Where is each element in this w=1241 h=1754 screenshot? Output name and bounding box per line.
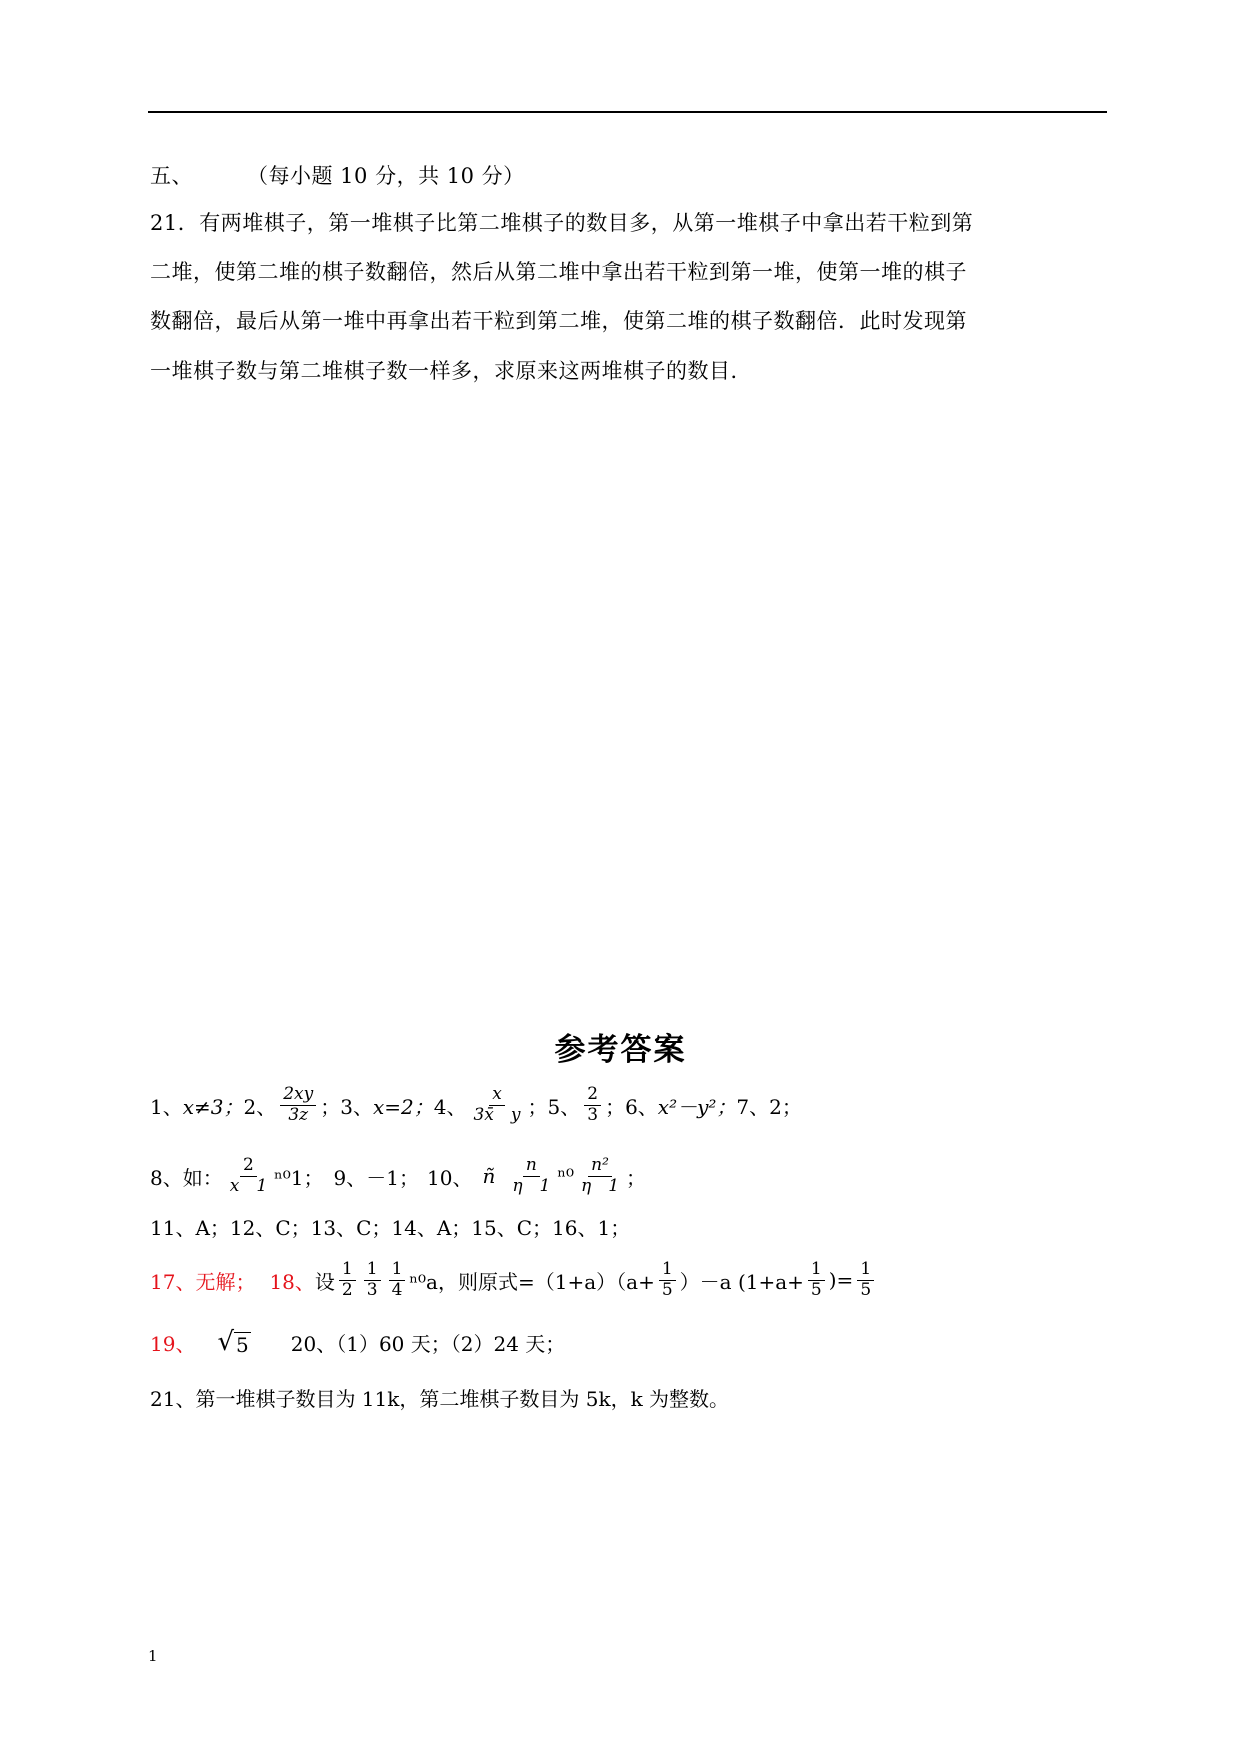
answer-3-expr: x=2；: [372, 1094, 434, 1119]
section-number: 五、: [150, 164, 193, 188]
answer-line-3: 11、A；12、C；13、C；14、A；15、C；16、1；: [150, 1216, 631, 1240]
answer-20: 20、（1）60 天；（2）24 天；: [290, 1332, 566, 1356]
header-rule: [148, 111, 1107, 113]
problem-21-line-3: 数翻倍，最后从第一堆中再拿出若干粒到第二堆，使第二堆的棋子数翻倍．此时发现第: [150, 309, 967, 333]
answer-1-expr: x≠3；: [182, 1094, 244, 1119]
problem-21-line-1: 21．有两堆棋子，第一堆棋子比第二堆棋子的数目多，从第一堆棋子中拿出若干粒到第: [150, 211, 974, 235]
answer-18-label: 18、: [269, 1269, 315, 1294]
answer-10-label: 10、: [427, 1165, 473, 1190]
answers-title: 参考答案: [554, 1032, 687, 1068]
answer-4-label: 4、: [433, 1094, 467, 1119]
answer-2-label: 2、: [243, 1094, 277, 1119]
answer-8-label: 8、如：: [150, 1165, 223, 1190]
answer-8-fraction: $\frac{2}{x 1}$: [229, 1155, 268, 1196]
answer-line-5: [150, 1328, 565, 1357]
section-note: （每小题 10 分，共 10 分）: [247, 164, 525, 188]
answer-5-fraction: $\frac{2}{3}$: [584, 1085, 601, 1125]
page-number: 1: [148, 1647, 158, 1665]
answer-line-4: 17、无解； 18、 设 $\frac{1}{2}$ $\frac{1}{3}$ $\frac{1}{4}$ ⁿ⁰a，则原式=（1+a）（a+ $\frac{1}{5}$ ）－a (1+a+ $\frac{1}{5}$ )= $\frac{1}{5}$: [150, 1260, 878, 1300]
section-heading: [150, 160, 525, 190]
answer-line-2: 8、如： $\frac{2}{x 1}$ ⁿ⁰1； 9、－1； 10、 ñ $\frac{n}{\eta 1}$ ⁿ⁰ $\frac{\text{n²}}{\eta 1}$ ；: [150, 1155, 647, 1196]
answer-1-label: 1、: [150, 1094, 183, 1119]
answer-6-label: 6、: [625, 1094, 658, 1119]
answer-9: 9、－1；: [333, 1165, 419, 1190]
answer-10-fraction-2: $\frac{\text{n²}}{\eta 1}$: [581, 1155, 620, 1196]
answer-6-expr: x²－y²；: [657, 1094, 737, 1119]
answer-7: 7、2；: [736, 1094, 802, 1119]
answer-19-label: 19、: [150, 1332, 196, 1356]
answer-2-fraction: $\frac{2xy}{3z}$: [280, 1085, 316, 1125]
problem-21-line-4: 一堆棋子数与第二堆棋子数一样多，求原来这两堆棋子的数目．: [150, 359, 752, 383]
answer-4-fraction: $\frac{x}{3x̄ y}$: [473, 1084, 521, 1125]
answer-5-label: 5、: [547, 1094, 581, 1119]
answer-line-6: 21、第一堆棋子数目为 11k，第二堆棋子数目为 5k，k 为整数。: [150, 1387, 730, 1411]
sqrt-5: √ 5: [217, 1326, 249, 1357]
answer-line-1: 1、 x≠3； 2、 $\frac{2xy}{3z}$ ； 3、 x=2； 4、 $\frac{x}{3x̄ y}$ ； 5、 $\frac{2}{3}$ ； 6、 x²－y²； 7、2；: [150, 1084, 802, 1125]
answer-17: 17、无解；: [150, 1269, 256, 1294]
answer-3-label: 3、: [340, 1094, 373, 1119]
problem-21-line-2: 二堆，使第二堆的棋子数翻倍，然后从第二堆中拿出若干粒到第一堆，使第一堆的棋子: [150, 260, 967, 284]
answer-10-fraction-1: $\frac{n}{\eta 1}$: [512, 1155, 551, 1196]
